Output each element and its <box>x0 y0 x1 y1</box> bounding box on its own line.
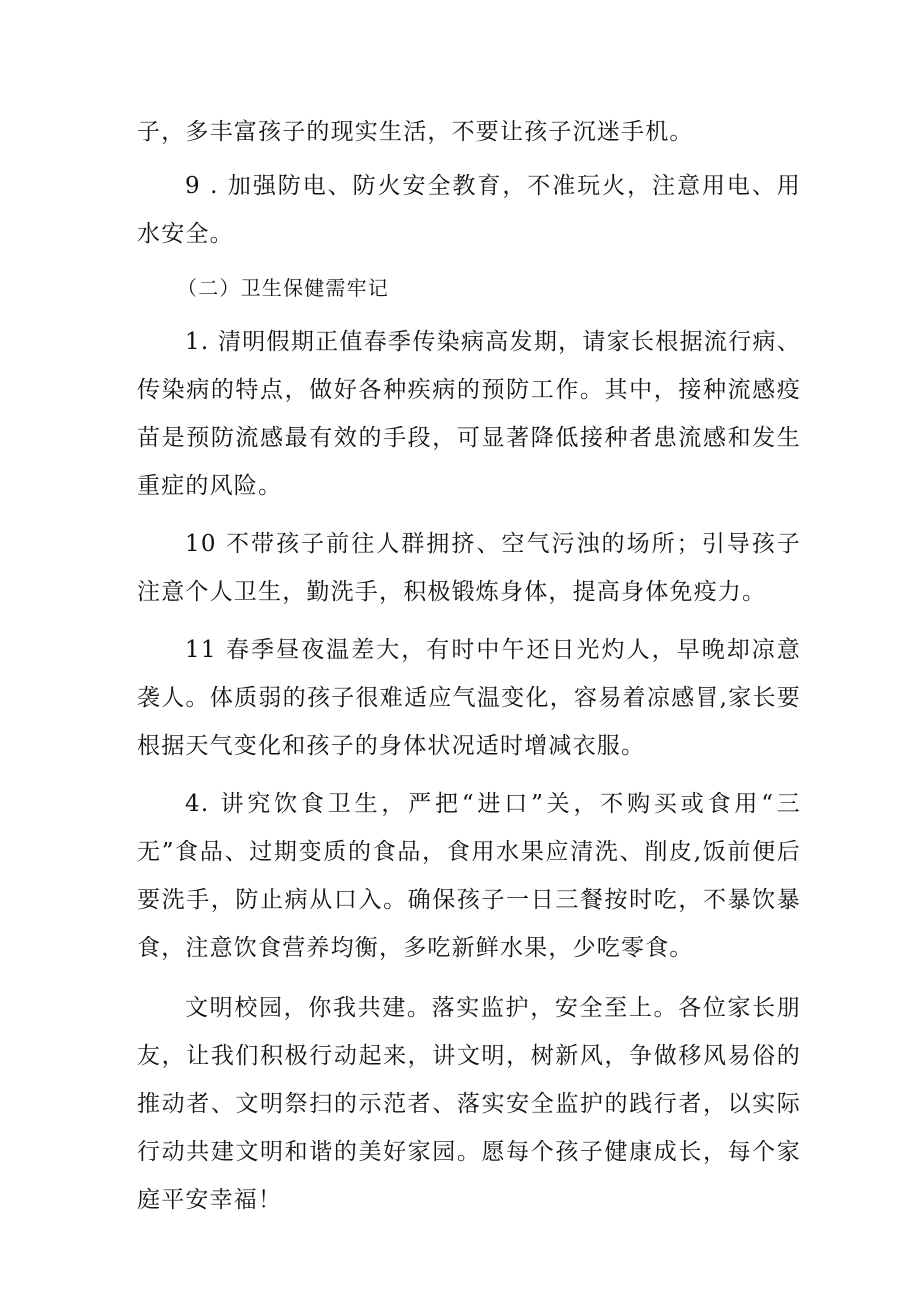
paragraph-item-9: 9 . 加强防电、防火安全教育，不准玩火，注意用电、用水安全。 <box>137 173 801 247</box>
paragraph-item-1: 1. 清明假期正值春季传染病高发期，请家长根据流行病、传染病的特点，做好各种疾病的预防工作。其中，接种流感疫苗是预防流感最有效的手段，可显著降低接种者患流感和发生重症的风险。 <box>137 329 801 499</box>
paragraph-item-4: 4. 讲究饮食卫生，严把“进口”关，不购买或食用“三无”食品、过期变质的食品，食用水果应清洗、削皮,饭前便后要洗手，防止病从口入。确保孩子一日三餐按时吃，不暴饮暴食，注意饮食营养均衡，多吃新鲜水果，少吃零食。 <box>137 791 801 961</box>
paragraph-item-11: 11 春季昼夜温差大，有时中午还日光灼人，早晚却凉意袭人。体质弱的孩子很难适应气温变化，容易着凉感冒,家长要根据天气变化和孩子的身体状况适时增减衣服。 <box>137 637 801 759</box>
section-heading-hygiene: （二）卫生保健需牢记 <box>177 276 389 300</box>
paragraph-closing: 文明校园，你我共建。落实监护，安全至上。各位家长朋友，让我们积极行动起来，讲文明，树新风，争做移风易俗的推动者、文明祭扫的示范者、落实安全监护的践行者，以实际行动共建文明和谐的美好家园。愿每个孩子健康成长，每个家庭平安幸福！ <box>137 995 801 1213</box>
paragraph-continuation: 子，多丰富孩子的现实生活，不要让孩子沉迷手机。 <box>137 119 694 145</box>
document-body <box>137 108 801 1224</box>
paragraph-item-10: 10 不带孩子前往人群拥挤、空气污浊的场所；引导孩子注意个人卫生，勤洗手，积极锻炼身体，提高身体免疫力。 <box>137 531 801 605</box>
